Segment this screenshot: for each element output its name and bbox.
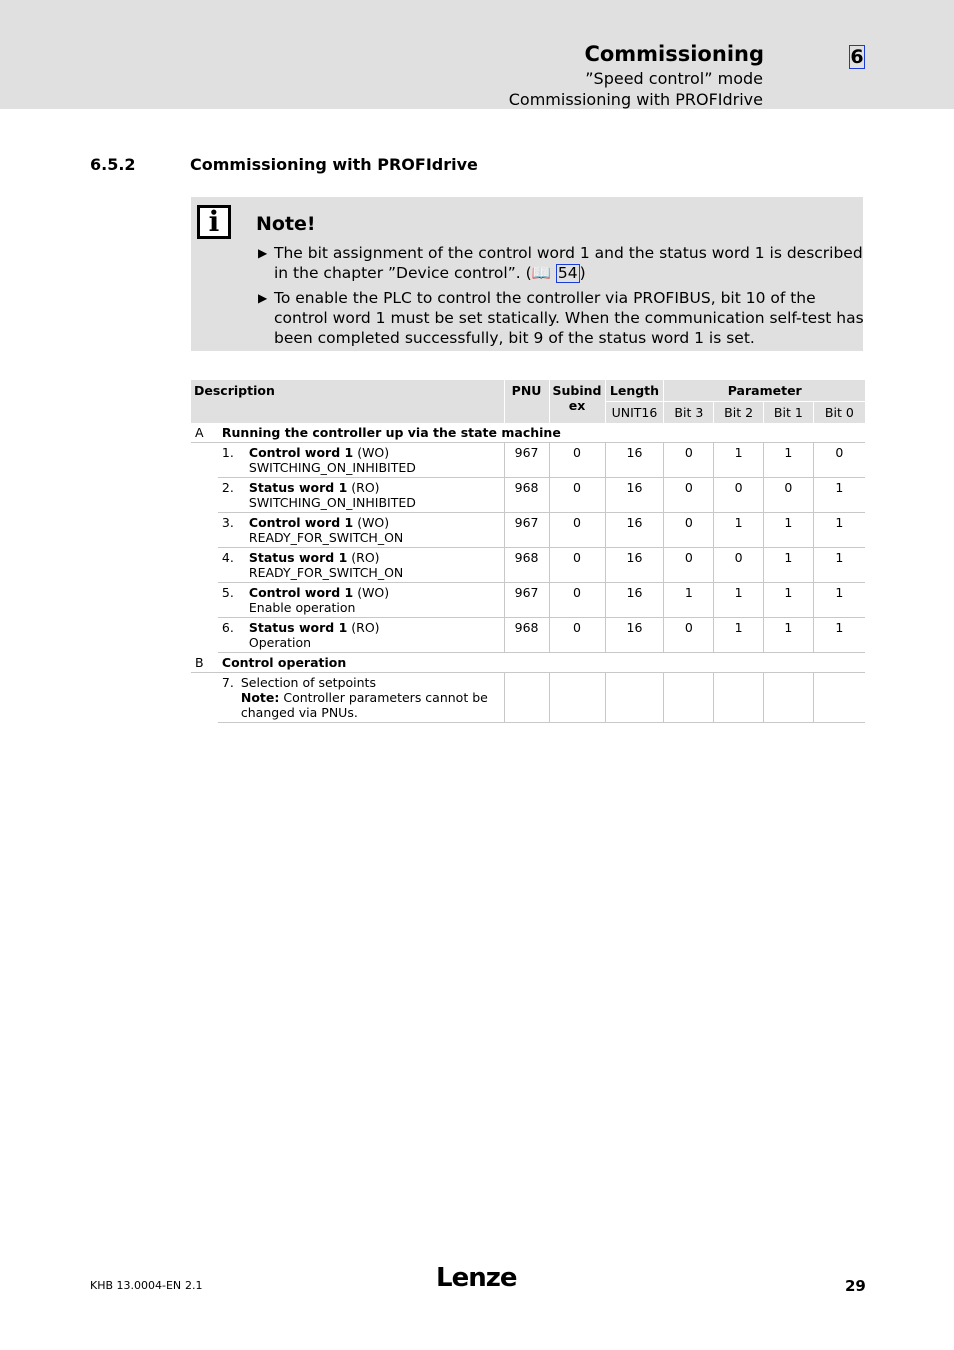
cell-sub: 0 [549,583,605,618]
cell-b1: 0 [763,478,813,513]
group-title: Running the controller up via the state machine [218,423,865,443]
group-row [191,653,865,673]
header-bit1: Bit 1 [763,402,813,424]
row-state: READY_FOR_SWITCH_ON [248,565,404,580]
row-state: Enable operation [248,600,356,615]
book-icon: 📖 [531,264,556,282]
cell-b3: 0 [664,513,714,548]
info-icon: i [197,205,231,239]
cell-sub: 0 [549,618,605,653]
cell-sub: 0 [549,548,605,583]
header-description: Description [191,380,504,423]
row-name: Control word 1 [248,515,354,530]
bullet-arrow-icon: ▶ [258,291,268,305]
row-state: Operation [248,635,312,650]
cell-b2: 0 [714,548,764,583]
row-text: Selection of setpoints [240,675,376,690]
parameter-table [191,380,865,723]
cell-b0: 1 [813,583,865,618]
table-row: 7. Selection of setpoints Note: Controller parameters cannot be changed via PNUs. [191,673,865,723]
note-item-text: The bit assignment of the control word 1 and the status word 1 is described in the chapter ”Device control”. ( [274,244,863,282]
group-letter: B [191,653,218,673]
cell-b3: 0 [664,618,714,653]
note-item-text: To enable the PLC to control the controller via PROFIBUS, bit 10 of the control word 1 must be set statically. When the communication self-test has been completed successfully, bit 9 of the status word 1 is set. [274,289,864,347]
cell-pnu: 967 [504,583,549,618]
chapter-subtitle-2: Commissioning with PROFIdrive [508,90,763,109]
header-bit0: Bit 0 [813,402,865,424]
cell-pnu: 967 [504,443,549,478]
cell-b3: 0 [664,478,714,513]
cell-b1: 1 [763,443,813,478]
row-state: SWITCHING_ON_INHIBITED [248,495,416,510]
cell-pnu: 967 [504,513,549,548]
cell-b2: 1 [714,443,764,478]
doc-version: 2.1 [185,1279,203,1292]
page-ref-link[interactable]: 54 [557,264,578,282]
cell-b2: 1 [714,583,764,618]
cell-b0: 1 [813,548,865,583]
group-letter: A [191,423,218,443]
cell-pnu: 968 [504,618,549,653]
header-parameter: Parameter [664,380,865,402]
cell-len: 16 [605,478,664,513]
cell-b1: 1 [763,548,813,583]
cell-b2: 1 [714,618,764,653]
header-length: Length [605,380,664,402]
header-band [0,0,954,109]
row-name: Control word 1 [248,585,354,600]
table-row: 3. Control word 1 (WO) READY_FOR_SWITCH_ON 967 0 16 0 1 1 1 [191,513,865,548]
row-name: Status word 1 [248,620,348,635]
doc-id: KHB 13.0004-EN [90,1279,182,1292]
cell-pnu: 968 [504,478,549,513]
bullet-arrow-icon: ▶ [258,246,268,260]
section-number: 6.5.2 [90,155,136,174]
group-row [191,423,865,443]
cell-b3: 1 [664,583,714,618]
row-name: Status word 1 [248,550,348,565]
cell-len: 16 [605,583,664,618]
header-pnu: PNU [504,380,549,423]
cell-len: 16 [605,548,664,583]
chapter-subtitle: ”Speed control” mode [585,69,763,88]
cell-sub: 0 [549,478,605,513]
cell-b0: 1 [813,618,865,653]
row-state: READY_FOR_SWITCH_ON [248,530,404,545]
cell-b0: 1 [813,478,865,513]
cell-b1: 1 [763,583,813,618]
table-row: 2. Status word 1 (RO) SWITCHING_ON_INHIBITED 968 0 16 0 0 0 1 [191,478,865,513]
lenze-logo: Lenze [436,1263,517,1293]
table-row: 4. Status word 1 (RO) READY_FOR_SWITCH_ON 968 0 16 0 0 1 1 [191,548,865,583]
note-box: i Note! ▶ The bit assignment of the control word 1 and the status word 1 is described in the chapter ”Device control”. (📖 54 ) ▶ To enable the PLC to control the controller via PROFIBUS, bit 10 of the control word 1 must be set statically. When the communication self-test has been completed successfully, bit 9 of the status word 1 is set. [191,197,863,351]
cell-b1: 1 [763,513,813,548]
row-state: SWITCHING_ON_INHIBITED [248,460,416,475]
page-number: 29 [845,1277,866,1295]
cell-b3: 0 [664,548,714,583]
header-bit3: Bit 3 [664,402,714,424]
cell-pnu: 968 [504,548,549,583]
header-bit2: Bit 2 [714,402,764,424]
cell-sub: 0 [549,443,605,478]
section-title: Commissioning with PROFIdrive [190,155,478,174]
table-row: 1. Control word 1 (WO) SWITCHING_ON_INHIBITED 967 0 16 0 1 1 0 [191,443,865,478]
row-name: Status word 1 [248,480,348,495]
group-title: Control operation [218,653,865,673]
cell-b0: 0 [813,443,865,478]
note-title: Note! [256,213,316,235]
cell-sub: 0 [549,513,605,548]
chapter-title: Commissioning [584,42,764,66]
cell-b0: 1 [813,513,865,548]
cell-b1: 1 [763,618,813,653]
row-name: Control word 1 [248,445,354,460]
cell-b2: 1 [714,513,764,548]
table-row: 6. Status word 1 (RO) Operation 968 0 16 0 1 1 1 [191,618,865,653]
chapter-number-link[interactable]: 6 [850,46,864,68]
cell-len: 16 [605,513,664,548]
cell-b3: 0 [664,443,714,478]
cell-len: 16 [605,443,664,478]
cell-b2: 0 [714,478,764,513]
table-row: 5. Control word 1 (WO) Enable operation 967 0 16 1 1 1 1 [191,583,865,618]
header-unit: UNIT16 [605,402,664,424]
header-subindex: Subind ex [549,380,605,423]
cell-len: 16 [605,618,664,653]
